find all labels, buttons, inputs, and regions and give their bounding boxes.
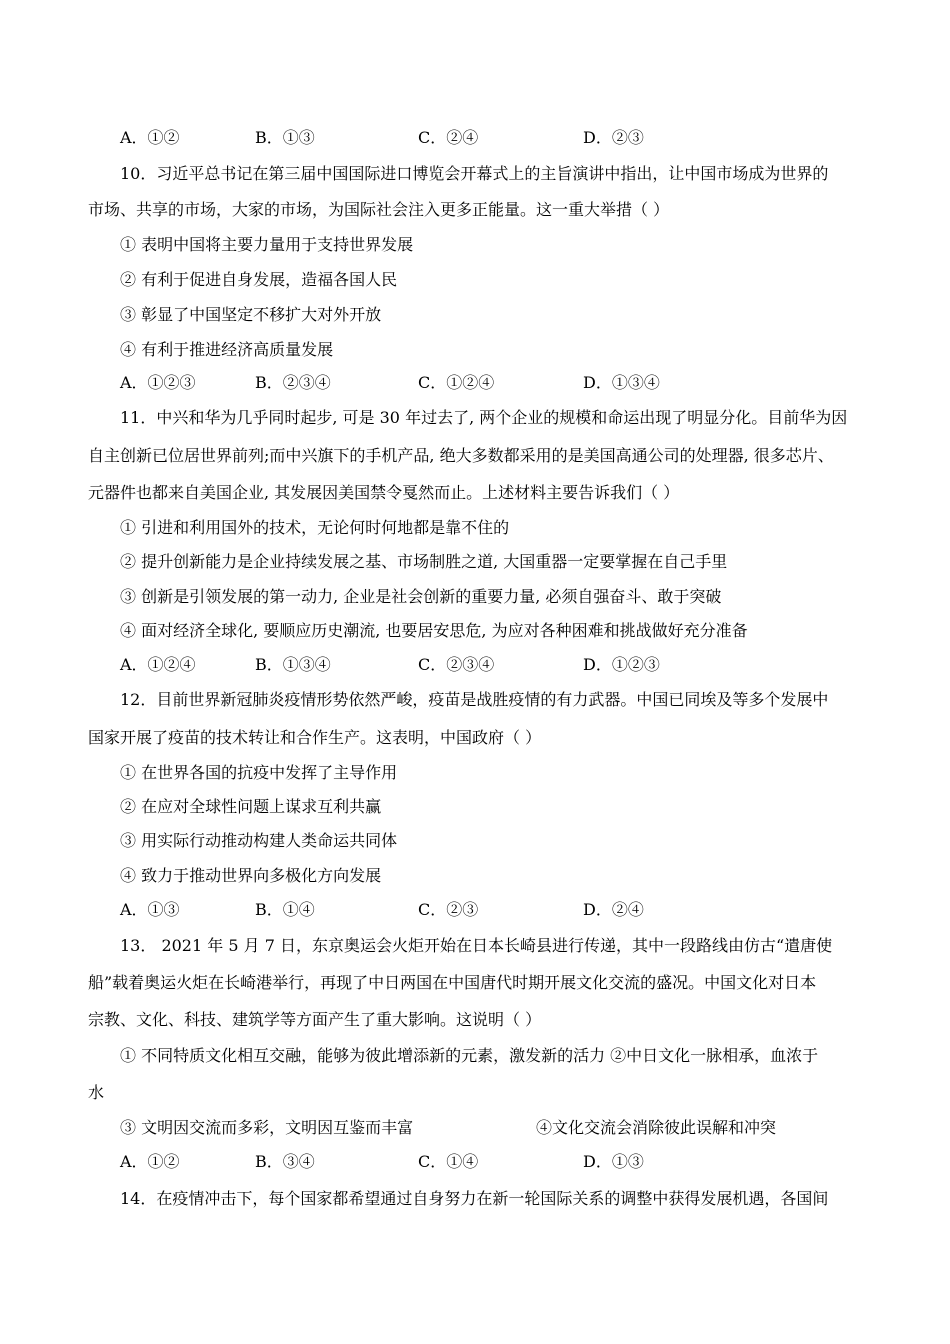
q10-option-d[interactable]: D．①③④ bbox=[583, 373, 660, 392]
q13-item-1-2: ① 不同特质文化相互交融，能够为彼此增添新的元素，激发新的活力 ②中日文化一脉相承，血浓于 bbox=[120, 1046, 819, 1065]
q9-option-d[interactable]: D．②③ bbox=[583, 128, 644, 147]
q10-item-3: ③ 彰显了中国坚定不移扩大对外开放 bbox=[120, 305, 382, 324]
q11-item-1: ① 引进和利用国外的技术，无论何时何地都是靠不住的 bbox=[120, 518, 510, 537]
q11-item-2: ② 提升创新能力是企业持续发展之基、市场制胜之道, 大国重器一定要掌握在自己手里 bbox=[120, 552, 728, 571]
q11-option-c[interactable]: C．②③④ bbox=[418, 655, 495, 674]
q12-item-2: ② 在应对全球性问题上谋求互利共赢 bbox=[120, 797, 382, 816]
q14-stem-line-1: 14．在疫情冲击下，每个国家都希望通过自身努力在新一轮国际关系的调整中获得发展机遇，各国间 bbox=[120, 1189, 829, 1208]
q10-stem-line-1: 10．习近平总书记在第三届中国国际进口博览会开幕式上的主旨演讲中指出，让中国市场成为世界的 bbox=[120, 164, 829, 183]
q10-stem-line-2: 市场、共享的市场，大家的市场，为国际社会注入更多正能量。这一重大举措（ ） bbox=[88, 200, 670, 219]
q11-stem-line-1: 11．中兴和华为几乎同时起步, 可是 30 年过去了, 两个企业的规模和命运出现了明显分化。目前华为因 bbox=[120, 408, 848, 427]
q12-option-c[interactable]: C．②③ bbox=[418, 900, 479, 919]
q12-item-3: ③ 用实际行动推动构建人类命运共同体 bbox=[120, 831, 398, 850]
q11-option-d[interactable]: D．①②③ bbox=[583, 655, 660, 674]
q10-item-1: ① 表明中国将主要力量用于支持世界发展 bbox=[120, 235, 414, 254]
q11-stem-line-3: 元器件也都来自美国企业, 其发展因美国禁令戛然而止。上述材料主要告诉我们（ ） bbox=[88, 483, 680, 502]
q12-option-d[interactable]: D．②④ bbox=[583, 900, 644, 919]
q13-item-3: ③ 文明因交流而多彩，文明因互鉴而丰富 bbox=[120, 1118, 414, 1137]
q12-option-a[interactable]: A．①③ bbox=[120, 900, 180, 919]
q11-item-3: ③ 创新是引领发展的第一动力, 企业是社会创新的重要力量, 必须自强奋斗、敢于突破 bbox=[120, 587, 722, 606]
q12-stem-line-1: 12．目前世界新冠肺炎疫情形势依然严峻，疫苗是战胜疫情的有力武器。中国已同埃及等多个发展中 bbox=[120, 690, 829, 709]
q13-option-a[interactable]: A．①② bbox=[120, 1152, 180, 1171]
q10-item-2: ② 有利于促进自身发展，造福各国人民 bbox=[120, 270, 398, 289]
q9-option-a[interactable]: A．①② bbox=[120, 128, 180, 147]
q13-item-2-wrap: 水 bbox=[88, 1083, 105, 1102]
q12-item-1: ① 在世界各国的抗疫中发挥了主导作用 bbox=[120, 763, 398, 782]
q11-item-4: ④ 面对经济全球化, 要顺应历史潮流, 也要居安思危, 为应对各种困难和挑战做好充分准备 bbox=[120, 621, 748, 640]
q13-option-d[interactable]: D．①③ bbox=[583, 1152, 644, 1171]
q12-item-4: ④ 致力于推动世界向多极化方向发展 bbox=[120, 866, 382, 885]
q9-option-c[interactable]: C．②④ bbox=[418, 128, 479, 147]
q10-option-c[interactable]: C．①②④ bbox=[418, 373, 495, 392]
q11-option-b[interactable]: B．①③④ bbox=[255, 655, 331, 674]
q11-option-a[interactable]: A．①②④ bbox=[120, 655, 196, 674]
q13-stem-line-3: 宗教、文化、科技、建筑学等方面产生了重大影响。这说明（ ） bbox=[88, 1010, 542, 1029]
q12-stem-line-2: 国家开展了疫苗的技术转让和合作生产。这表明，中国政府（ ） bbox=[88, 728, 542, 747]
q10-option-a[interactable]: A．①②③ bbox=[120, 373, 196, 392]
q12-option-b[interactable]: B．①④ bbox=[255, 900, 315, 919]
q10-item-4: ④ 有利于推进经济高质量发展 bbox=[120, 340, 334, 359]
q13-stem-line-2: 船”载着奥运火炬在长崎港举行，再现了中日两国在中国唐代时期开展文化交流的盛况。中国文化对日本 bbox=[88, 973, 817, 992]
q13-option-c[interactable]: C．①④ bbox=[418, 1152, 479, 1171]
q11-stem-line-2: 自主创新已位居世界前列;而中兴旗下的手机产品, 绝大多数都采用的是美国高通公司的处理器, 很多芯片、 bbox=[88, 446, 834, 465]
q13-stem-line-1: 13． 2021 年 5 月 7 日，东京奥运会火炬开始在日本长崎县进行传递，其中一段路线由仿古“遣唐使 bbox=[120, 936, 833, 955]
q13-option-b[interactable]: B．③④ bbox=[255, 1152, 315, 1171]
q9-option-b[interactable]: B．①③ bbox=[255, 128, 315, 147]
q13-item-4: ④文化交流会消除彼此误解和冲突 bbox=[536, 1118, 777, 1137]
q10-option-b[interactable]: B．②③④ bbox=[255, 373, 331, 392]
